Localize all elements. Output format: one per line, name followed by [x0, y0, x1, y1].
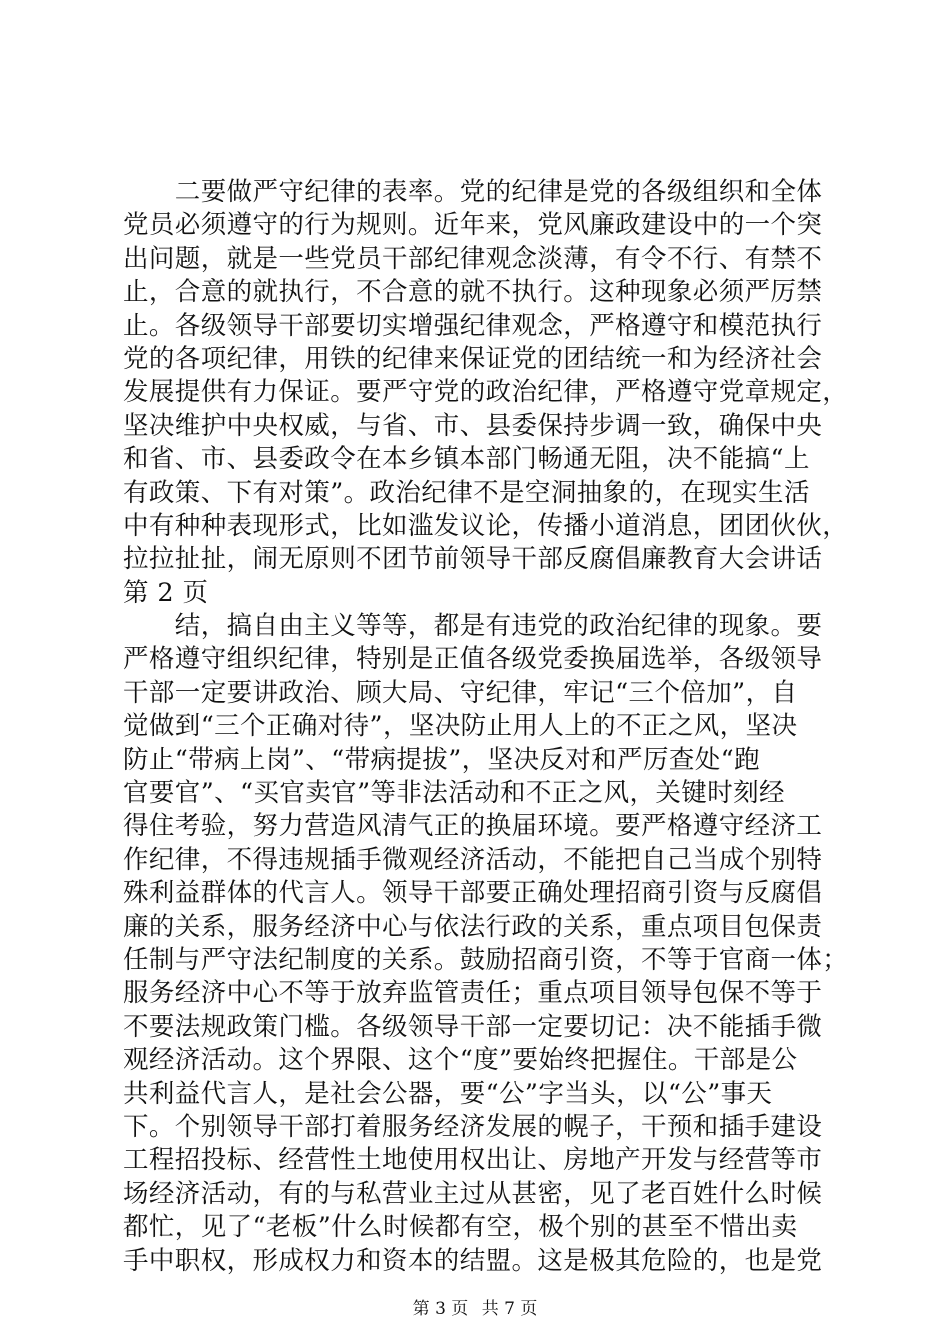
text-line: 不要法规政策门槛。各级领导干部一定要切记：决不能插手微 — [123, 1011, 823, 1042]
text-line: 觉做到“三个正确对待”，坚决防止用人上的不正之风，坚决 — [123, 711, 798, 742]
text-line: 官要官”、“买官卖官”等非法活动和不正之风，关键时刻经 — [123, 778, 785, 809]
text-line: 严格遵守组织纪律，特别是正值各级党委换届选举，各级领导 — [123, 644, 823, 675]
text-line: 工程招投标、经营性土地使用权出让、房地产开发与经营等市 — [123, 1145, 823, 1176]
text-line: 出问题，就是一些党员干部纪律观念淡薄，有令不行、有禁不 — [123, 243, 823, 274]
total-pages: 共 7 页 — [481, 1299, 538, 1319]
text-line: 殊利益群体的代言人。领导干部要正确处理招商引资与反腐倡 — [123, 878, 823, 909]
text-line: 防止“带病上岗”、“带病提拔”，坚决反对和严厉查处“跑 — [123, 744, 760, 775]
text-line: 止。各级领导干部要切实增强纪律观念，严格遵守和模范执行 — [123, 310, 823, 341]
text-line: 党的各项纪律，用铁的纪律来保证党的团结统一和为经济社会 — [123, 343, 823, 374]
text-line: 二要做严守纪律的表率。党的纪律是党的各级组织和全体 — [123, 177, 823, 207]
document-body — [123, 176, 849, 1278]
page-footer — [0, 1298, 950, 1320]
text-line: 观经济活动。这个界限、这个“度”要始终把握住。干部是公 — [123, 1045, 798, 1076]
page-number: 第 3 页 — [412, 1299, 469, 1319]
text-line: 和省、市、县委政令在本乡镇本部门畅通无阻，决不能搞“上 — [123, 444, 810, 475]
text-line: 干部一定要讲政治、顾大局、守纪律，牢记“三个倍加”，自 — [123, 677, 798, 708]
text-line: 结，搞自由主义等等，都是有违党的政治纪律的现象。要 — [123, 611, 823, 642]
text-line: 作纪律，不得违规插手微观经济活动，不能把自己当成个别特 — [123, 844, 823, 875]
text-line: 服务经济中心不等于放弃监管责任；重点项目领导包保不等于 — [123, 978, 823, 1009]
text-line: 党员必须遵守的行为规则。近年来，党风廉政建设中的一个突 — [123, 210, 823, 241]
text-line: 任制与严守法纪制度的关系。鼓励招商引资，不等于官商一体； — [123, 944, 849, 975]
text-line: 拉拉扯扯，闹无原则不团节前领导干部反腐倡廉教育大会讲话 — [123, 544, 823, 575]
text-line: 得住考验，努力营造风清气正的换届环境。要严格遵守经济工 — [123, 811, 823, 842]
text-line: 共利益代言人，是社会公器，要“公”字当头，以“公”事天 — [123, 1078, 773, 1109]
text-line: 中有种种表现形式，比如滥发议论，传播小道消息，团团伙伙， — [123, 510, 849, 541]
text-line: 发展提供有力保证。要严守党的政治纪律，严格遵守党章规定， — [123, 377, 849, 408]
text-line: 止，合意的就执行，不合意的就不执行。这种现象必须严厉禁 — [123, 277, 823, 308]
text-line: 手中职权，形成权力和资本的结盟。这是极其危险的，也是党 — [123, 1245, 823, 1276]
text-line: 有政策、下有对策”。政治纪律不是空洞抽象的，在现实生活 — [123, 477, 810, 508]
text-line: 廉的关系，服务经济中心与依法行政的关系，重点项目包保责 — [123, 911, 823, 942]
text-line: 下。个别领导干部打着服务经济发展的幌子，干预和插手建设 — [123, 1111, 823, 1142]
inline-page-marker: 第 2 页 — [123, 577, 209, 608]
text-line: 场经济活动，有的与私营业主过从甚密，见了老百姓什么时候 — [123, 1178, 823, 1209]
text-line: 坚决维护中央权威，与省、市、县委保持步调一致，确保中央 — [123, 410, 823, 441]
text-line: 都忙，见了“老板”什么时候都有空，极个别的甚至不惜出卖 — [123, 1212, 798, 1243]
